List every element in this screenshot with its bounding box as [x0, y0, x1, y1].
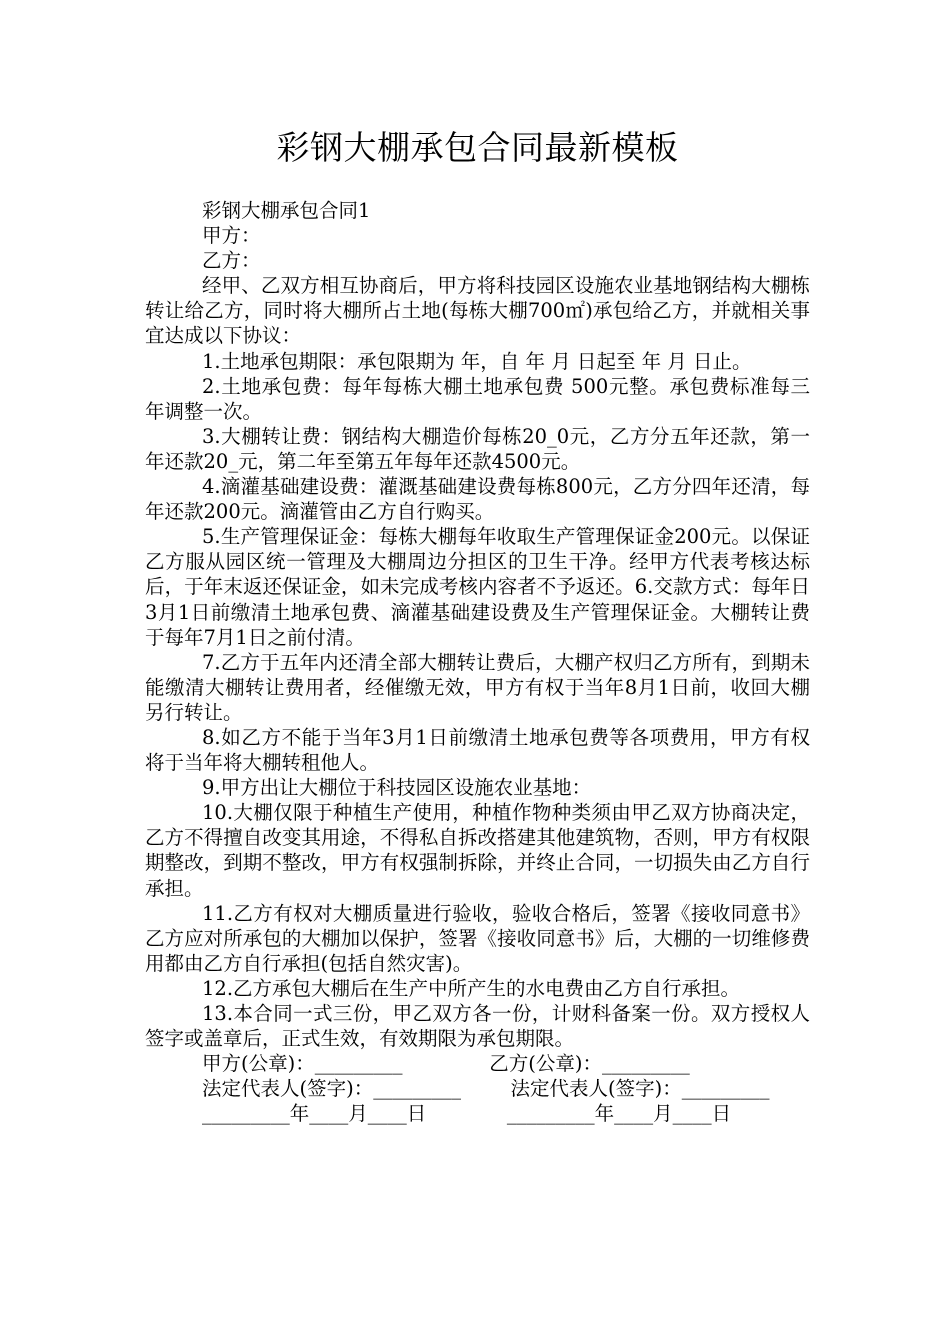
signature-seal-line: 甲方(公章)：_________ 乙方(公章)：_________ [202, 1052, 690, 1076]
clause-13: 13.本合同一式三份，甲乙双方各一份，计财科备案一份。双方授权人签字或盖章后，正式生效，有效期限为承包期限。 [145, 1002, 810, 1051]
document-page [145, 120, 810, 1126]
signature-representative-line: 法定代表人(签字)：_________ 法定代表人(签字)：_________ [202, 1077, 770, 1101]
clause-5-6: 5.生产管理保证金：每栋大棚每年收取生产管理保证金200元。以保证乙方服从园区统一管理及大棚周边分担区的卫生干净。经甲方代表考核达标后，于年末返还保证金，如未完成考核内容者不予返还。6.交款方式：每年日3月1日前缴清土地承包费、滴灌基础建设费及生产管理保证金。大棚转让费于每年7月1日之前付清。 [145, 525, 810, 649]
clause-9: 9.甲方出让大棚位于科技园区设施农业基地： [202, 776, 592, 800]
clause-7: 7.乙方于五年内还清全部大棚转让费后，大棚产权归乙方所有，到期未能缴清大棚转让费用者，经催缴无效，甲方有权于当年8月1日前，收回大棚另行转让。 [145, 650, 810, 724]
party-b-line: 乙方： [202, 249, 261, 273]
clause-8: 8.如乙方不能于当年3月1日前缴清土地承包费等各项费用，甲方有权将于当年将大棚转租他人。 [145, 725, 810, 775]
clause-4: 4.滴灌基础建设费：灌溉基础建设费每栋800元，乙方分四年还清，每年还款200元。滴灌管由乙方自行购买。 [145, 475, 810, 524]
clause-12: 12.乙方承包大棚后在生产中所产生的水电费由乙方自行承担。 [202, 976, 741, 1000]
document-title: 彩钢大棚承包合同最新模板 [276, 128, 679, 167]
clause-1: 1.土地承包期限：承包限期为 年，自 年 月 日起至 年 月 日止。 [202, 349, 752, 373]
contract-heading: 彩钢大棚承包合同1 [202, 199, 371, 222]
clause-10: 10.大棚仅限于种植生产使用，种植作物种类须由甲乙双方协商决定，乙方不得擅自改变其用途，不得私自拆改搭建其他建筑物，否则，甲方有权限期整改，到期不整改，甲方有权强制拆除，并终止合同，一切损失由乙方自行承担。 [145, 801, 810, 900]
preamble-paragraph: 经甲、乙双方相互协商后，甲方将科技园区设施农业基地钢结构大棚栋转让给乙方，同时将大棚所占土地(每栋大棚700㎡)承包给乙方，并就相关事宜达成以下协议： [145, 274, 810, 348]
clause-11: 11.乙方有权对大棚质量进行验收，验收合格后，签署《接收同意书》乙方应对所承包的大棚加以保护，签署《接收同意书》后，大棚的一切维修费用都由乙方自行承担(包括自然灾害)。 [145, 901, 810, 975]
party-a-line: 甲方： [202, 224, 261, 248]
clause-3: 3.大棚转让费：钢结构大棚造价每栋20_0元，乙方分五年还款，第一年还款20_元，第二年至第五年每年还款4500元。 [145, 424, 810, 473]
document-body [145, 198, 810, 1126]
clause-2: 2.土地承包费：每年每栋大棚土地承包费 500元整。承包费标准每三年调整一次。 [145, 374, 810, 423]
signature-date-line: _________年____月____日 _________年____月____日 [202, 1102, 732, 1126]
